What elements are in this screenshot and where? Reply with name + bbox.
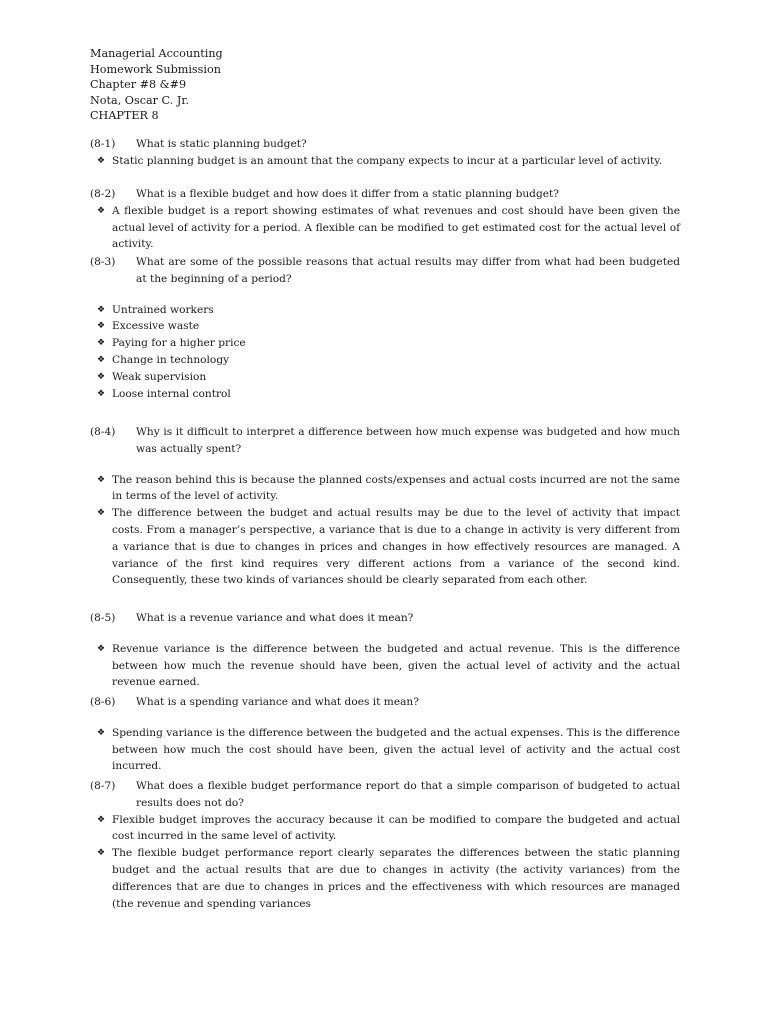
chapter-heading: CHAPTER 8 (90, 109, 159, 123)
question-text: What does a flexible budget performance report do that a simple comparison of budgeted to actual results does not do? (136, 780, 680, 809)
diamond-bullet-icon: ❖ (96, 508, 106, 519)
answer-item: ❖ Paying for a higher price (90, 335, 680, 352)
question-number: (8-4) (90, 426, 116, 438)
answer-item: ❖ Spending variance is the difference between the budgeted and the actual expenses. This is the difference between how much the cost should have been, given the actual level of activity and the actual cost incurred. (90, 725, 680, 775)
question-number: (8-3) (90, 256, 116, 268)
author-name: Nota, Oscar C. Jr. (90, 93, 189, 107)
question-number: (8-6) (90, 696, 116, 708)
question-number: (8-7) (90, 780, 116, 792)
question-8-2 (90, 186, 680, 253)
diamond-bullet-icon: ❖ (96, 474, 106, 485)
diamond-bullet-icon: ❖ (96, 205, 106, 216)
question-8-7 (90, 778, 680, 912)
diamond-bullet-icon: ❖ (96, 304, 106, 315)
question-text: What is static planning budget? (136, 138, 307, 150)
diamond-bullet-icon: ❖ (96, 338, 106, 349)
document-header (90, 46, 223, 124)
answer-item: ❖ Flexible budget improves the accuracy because it can be modified to compare the budgeted and actual cost incurred in the same level of activity. (90, 812, 680, 846)
question-8-6 (90, 694, 680, 775)
diamond-bullet-icon: ❖ (96, 643, 106, 654)
diamond-bullet-icon: ❖ (96, 371, 106, 382)
diamond-bullet-icon: ❖ (96, 354, 106, 365)
question-8-3 (90, 254, 680, 402)
diamond-bullet-icon: ❖ (96, 321, 106, 332)
submission-type: Homework Submission (90, 62, 221, 76)
answer-item: ❖ The reason behind this is because the planned costs/expenses and actual costs incurred are not the same in terms of the level of activity. (90, 472, 680, 506)
question-text: What is a spending variance and what does it mean? (136, 696, 419, 708)
answer-item: ❖ Weak supervision (90, 369, 680, 386)
diamond-bullet-icon: ❖ (96, 388, 106, 399)
question-text: Why is it difficult to interpret a difference between how much expense was budgeted and how much was actually spent? (136, 426, 680, 455)
answer-item: ❖ Untrained workers (90, 302, 680, 319)
diamond-bullet-icon: ❖ (96, 848, 106, 859)
diamond-bullet-icon: ❖ (96, 814, 106, 825)
answer-item: ❖ Revenue variance is the difference between the budgeted and actual revenue. This is the difference between how much the revenue should have been, given the actual level of activity and the actual revenue earned. (90, 641, 680, 691)
answer-item: ❖ Loose internal control (90, 386, 680, 403)
question-text: What is a revenue variance and what does it mean? (136, 612, 414, 624)
answer-item: ❖ The flexible budget performance report clearly separates the differences between the static planning budget and the actual results that are due to changes in activity (the activity variances) from the differences that are due to changes in prices and the effectiveness with which resources are managed (the revenue and spending variances (90, 845, 680, 912)
diamond-bullet-icon: ❖ (96, 155, 106, 166)
question-text: What are some of the possible reasons that actual results may differ from what had been budgeted at the beginning of a period? (136, 256, 680, 285)
question-text: What is a flexible budget and how does it differ from a static planning budget? (136, 188, 559, 200)
question-number: (8-2) (90, 188, 116, 200)
answer-item: ❖ The difference between the budget and actual results may be due to the level of activity that impact costs. From a manager’s perspective, a variance that is due to a change in activity is very different from a variance that is due to changes in prices and changes in how effectively resources are managed. A variance of the first kind requires very different actions from a variance of the second kind. Consequently, these two kinds of variances should be clearly separated from each other. (90, 505, 680, 589)
question-number: (8-1) (90, 138, 116, 150)
question-8-4 (90, 424, 680, 589)
answer-item: ❖ A flexible budget is a report showing estimates of what revenues and cost should have been given the actual level of activity for a period. A flexible can be modified to get estimated cost for the actual level of activity. (90, 203, 680, 253)
answer-item: ❖ Static planning budget is an amount that the company expects to incur at a particular level of activity. (90, 153, 680, 170)
question-8-5 (90, 610, 680, 691)
question-number: (8-5) (90, 612, 116, 624)
answer-item: ❖ Excessive waste (90, 318, 680, 335)
question-8-1 (90, 136, 680, 170)
chapters-line: Chapter #8 &#9 (90, 78, 187, 92)
course-title: Managerial Accounting (90, 47, 223, 60)
answer-item: ❖ Change in technology (90, 352, 680, 369)
diamond-bullet-icon: ❖ (96, 727, 106, 738)
